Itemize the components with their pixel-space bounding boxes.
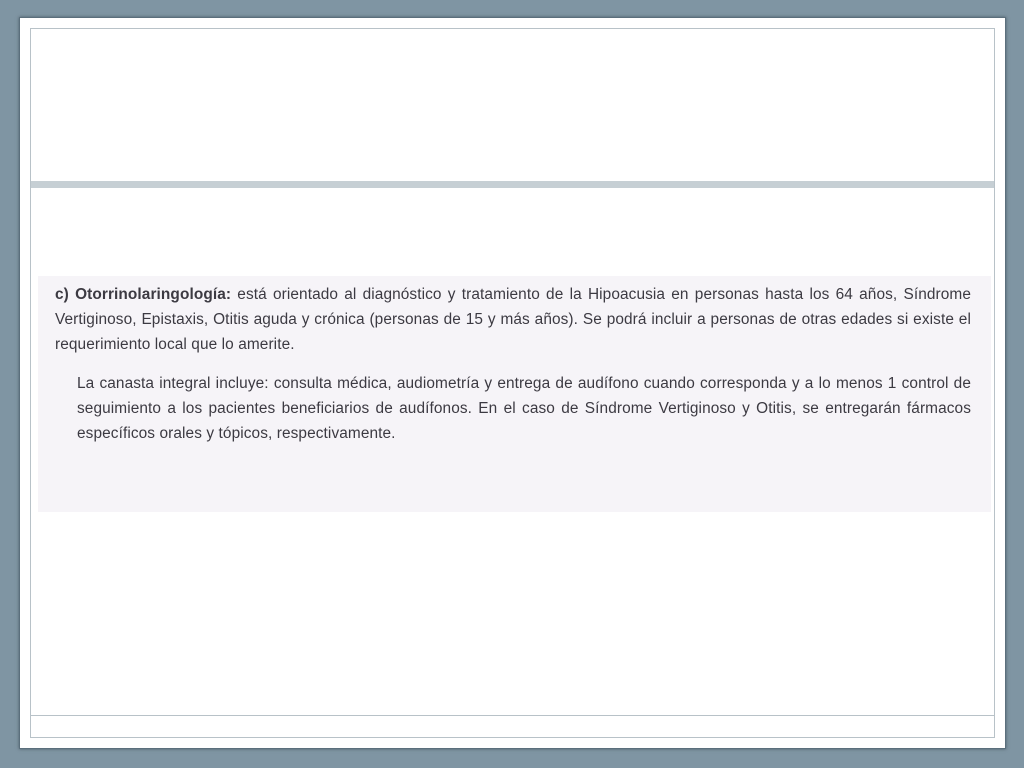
slide	[19, 17, 1006, 749]
scanned-document-image	[38, 276, 991, 512]
paragraph-1-text: está orientado al diagnóstico y tratamiento de la Hipoacusia en personas hasta los 64 años, Síndrome Vertiginoso, Epistaxis, Otitis aguda y crónica (personas de 15 y más años). Se podrá incluir a personas de otras edades si existe el requerimiento local que lo amerite.	[55, 286, 971, 353]
paragraph-canasta-integral: La canasta integral incluye: consulta médica, audiometría y entrega de audífono cuando corresponda y a lo menos 1 control de seguimiento a los pacientes beneficiarios de audífonos. En el caso de Síndrome Vertiginoso y Otitis, se entregarán fármacos específicos orales y tópicos, respectivamente.	[77, 375, 971, 442]
footer-divider	[31, 715, 994, 716]
title-divider	[31, 181, 994, 188]
section-heading: c) Otorrinolaringología:	[55, 286, 232, 303]
paragraph-otorrinolaringologia	[55, 282, 971, 357]
